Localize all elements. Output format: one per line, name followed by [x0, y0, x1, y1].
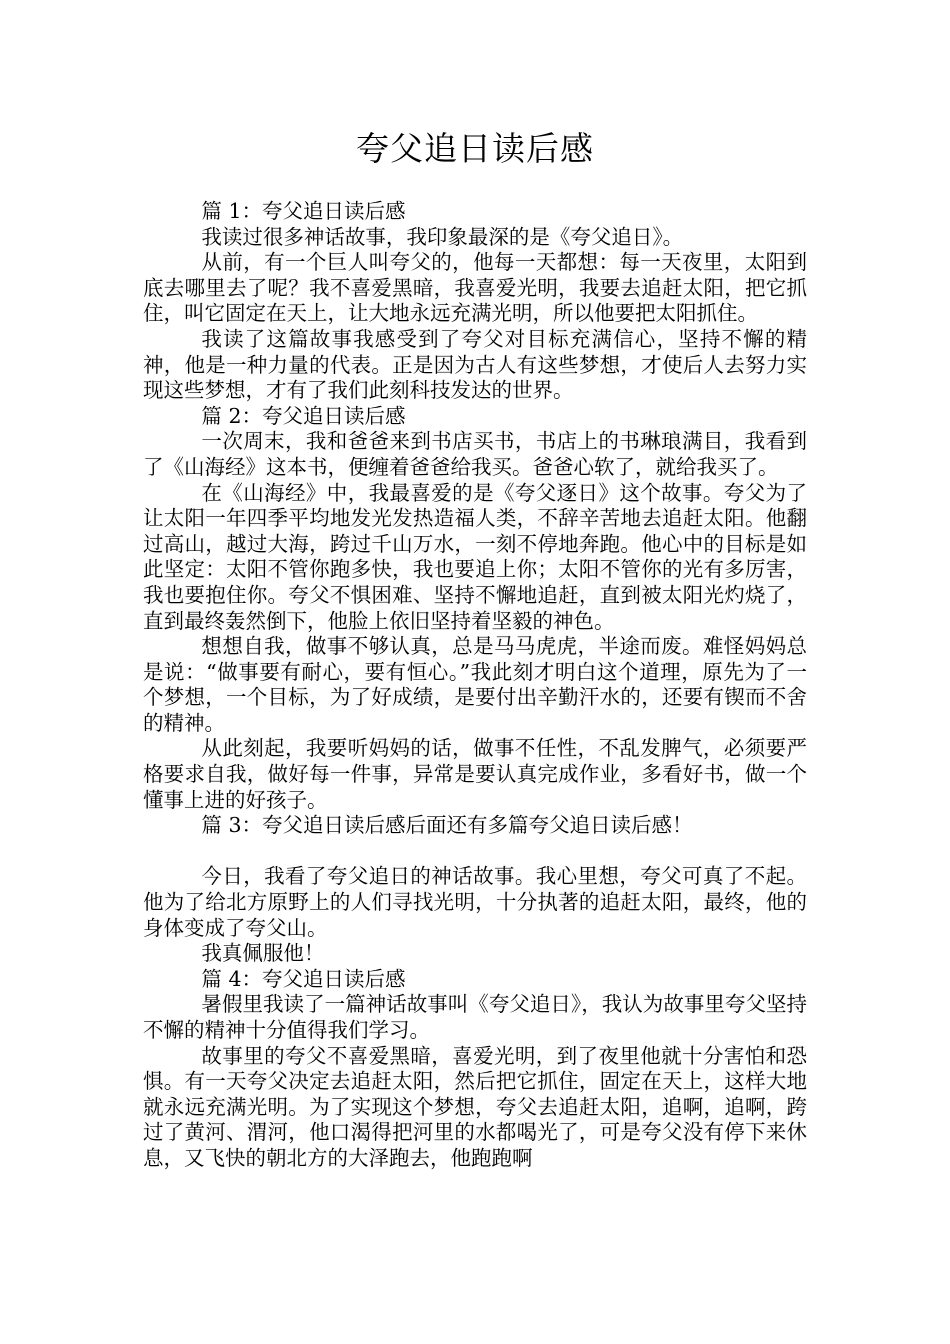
body-paragraph: 故事里的夸父不喜爱黑暗，喜爱光明，到了夜里他就十分害怕和恐惧。有一天夸父决定去追赶太阳，然后把它抓住，固定在天上，这样大地就永远充满光明。为了实现这个梦想，夸父去追赶太阳，追啊，追啊，跨过了黄河、渭河，他口渴得把河里的水都喝光了，可是夸父没有停下来休息，又飞快的朝北方的大泽跑去，他跑跑啊: [143, 1043, 807, 1170]
body-paragraph: 今日，我看了夸父追日的神话故事。我心里想，夸父可真了不起。他为了给北方原野上的人们寻找光明，十分执著的追赶太阳，最终，他的身体变成了夸父山。: [143, 864, 807, 940]
section-heading-3: 篇 3：夸父追日读后感后面还有多篇夸父追日读后感！: [201, 813, 693, 838]
body-paragraph: 从此刻起，我要听妈妈的话，做事不任性，不乱发脾气，必须要严格要求自我，做好每一件事，异常是要认真完成作业，多看好书，做一个懂事上进的好孩子。: [143, 736, 807, 812]
body-paragraph: 暑假里我读了一篇神话故事叫《夸父追日》，我认为故事里夸父坚持不懈的精神十分值得我们学习。: [143, 992, 807, 1042]
section-heading-2: 篇 2：夸父追日读后感: [201, 403, 406, 428]
body-paragraph: 我读了这篇故事我感受到了夸父对目标充满信心，坚持不懈的精神，他是一种力量的代表。正是因为古人有这些梦想，才使后人去努力实现这些梦想，才有了我们此刻科技发达的世界。: [143, 326, 807, 403]
blank-line: [143, 839, 807, 865]
section-heading-1: 篇 1：夸父追日读后感: [201, 199, 406, 223]
body-paragraph: 一次周末，我和爸爸来到书店买书，书店上的书琳琅满目，我看到了《山海经》这本书，便缠着爸爸给我买。爸爸心软了，就给我买了。: [143, 429, 807, 479]
body-paragraph: 我读过很多神话故事，我印象最深的是《夸父追日》。: [201, 224, 684, 249]
body-paragraph: 在《山海经》中，我最喜爱的是《夸父逐日》这个故事。夸父为了让太阳一年四季平均地发光发热造福人类，不辞辛苦地去追赶太阳。他翻过高山，越过大海，跨过千山万水，一刻不停地奔跑。他心中的目标是如此坚定：太阳不管你跑多快，我也要追上你；太阳不管你的光有多厉害，我也要抱住你。夸父不惧困难、坚持不懈地追赶，直到被太阳光灼烧了，直到最终轰然倒下，他脸上依旧坚持着坚毅的神色。: [143, 480, 807, 633]
body-paragraph: 我真佩服他！: [201, 941, 325, 966]
document-body: [143, 199, 807, 1172]
document-title: 夸父追日读后感: [356, 129, 594, 168]
body-paragraph: 从前，有一个巨人叫夸父的，他每一天都想：每一天夜里，太阳到底去哪里去了呢？我不喜爱黑暗，我喜爱光明，我要去追赶太阳，把它抓住，叫它固定在天上，让大地永远充满光明，所以他要把太阳抓住。: [143, 250, 807, 326]
section-heading-4: 篇 4：夸父追日读后感: [201, 966, 406, 991]
body-paragraph: 想想自我，做事不够认真，总是马马虎虎，半途而废。难怪妈妈总是说：“做事要有耐心，要有恒心。”我此刻才明白这个道理，原先为了一个梦想，一个目标，为了好成绩，是要付出辛勤汗水的，还要有锲而不舍的精神。: [143, 634, 807, 735]
